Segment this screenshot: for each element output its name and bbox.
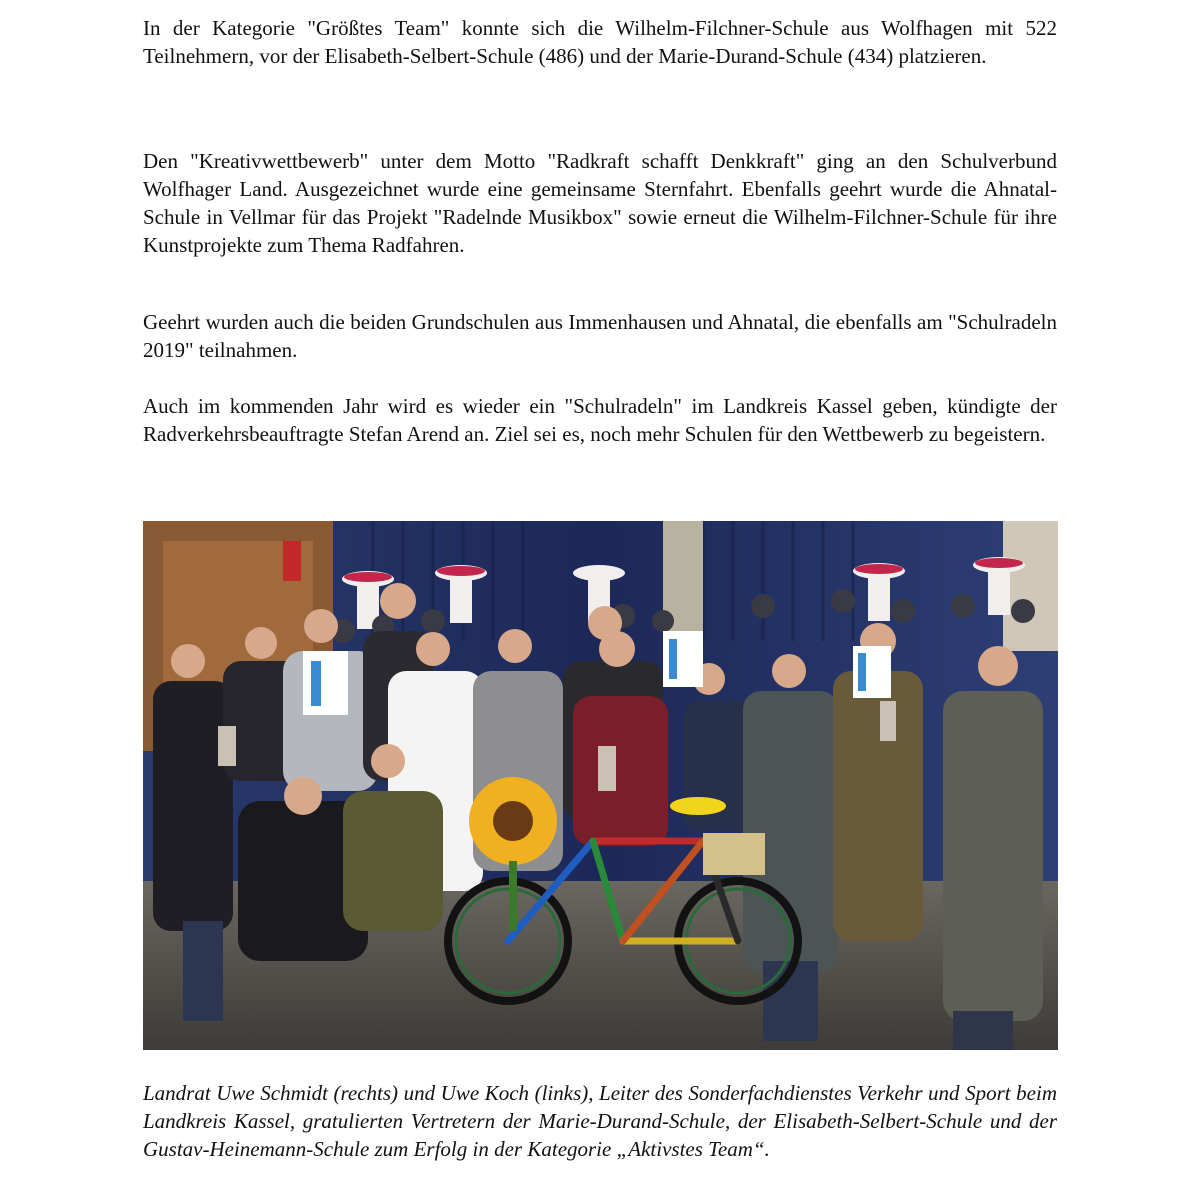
photo-caption: Landrat Uwe Schmidt (rechts) und Uwe Koch (links), Leiter des Sonderfachdienstes Verkehr und Sport beim Landkreis Kassel, gratulierten Vertretern der Marie-Durand-Schule, der Elisabeth-Selbert-Schule und der Gustav-Heinemann-Schule zum Erfolg in der Kategorie „Aktivstes Team“. xyxy=(143,1081,1057,1161)
paragraph-grundschulen: Geehrt wurden auch die beiden Grundschulen aus Immenhausen und Ahnatal, die ebenfalls am "Schulradeln 2019" teilnahmen. xyxy=(143,310,1057,362)
group-photo xyxy=(143,521,1058,1050)
paragraph-ausblick: Auch im kommenden Jahr wird es wieder ein "Schulradeln" im Landkreis Kassel geben, kündigte der Radverkehrsbeauftragte Stefan Arend an. Ziel sei es, noch mehr Schulen für den Wettbewerb zu begeistern. xyxy=(143,394,1057,446)
paragraph-kreativwettbewerb: Den "Kreativwettbewerb" unter dem Motto "Radkraft schafft Denkkraft" ging an den Schulverbund Wolfhager Land. Ausgezeichnet wurde eine gemeinsame Sternfahrt. Ebenfalls geehrt wurde die Ahnatal-Schule in Vellmar für das Projekt "Radelnde Musikbox" sowie erneut die Wilhelm-Filchner-Schule für ihre Kunstprojekte zum Thema Radfahren. xyxy=(143,149,1057,257)
paragraph-groesstes-team: In der Kategorie "Größtes Team" konnte sich die Wilhelm-Filchner-Schule aus Wolfhagen mit 522 Teilnehmern, vor der Elisabeth-Selbert-Schule (486) und der Marie-Durand-Schule (434) platzieren. xyxy=(143,16,1057,68)
